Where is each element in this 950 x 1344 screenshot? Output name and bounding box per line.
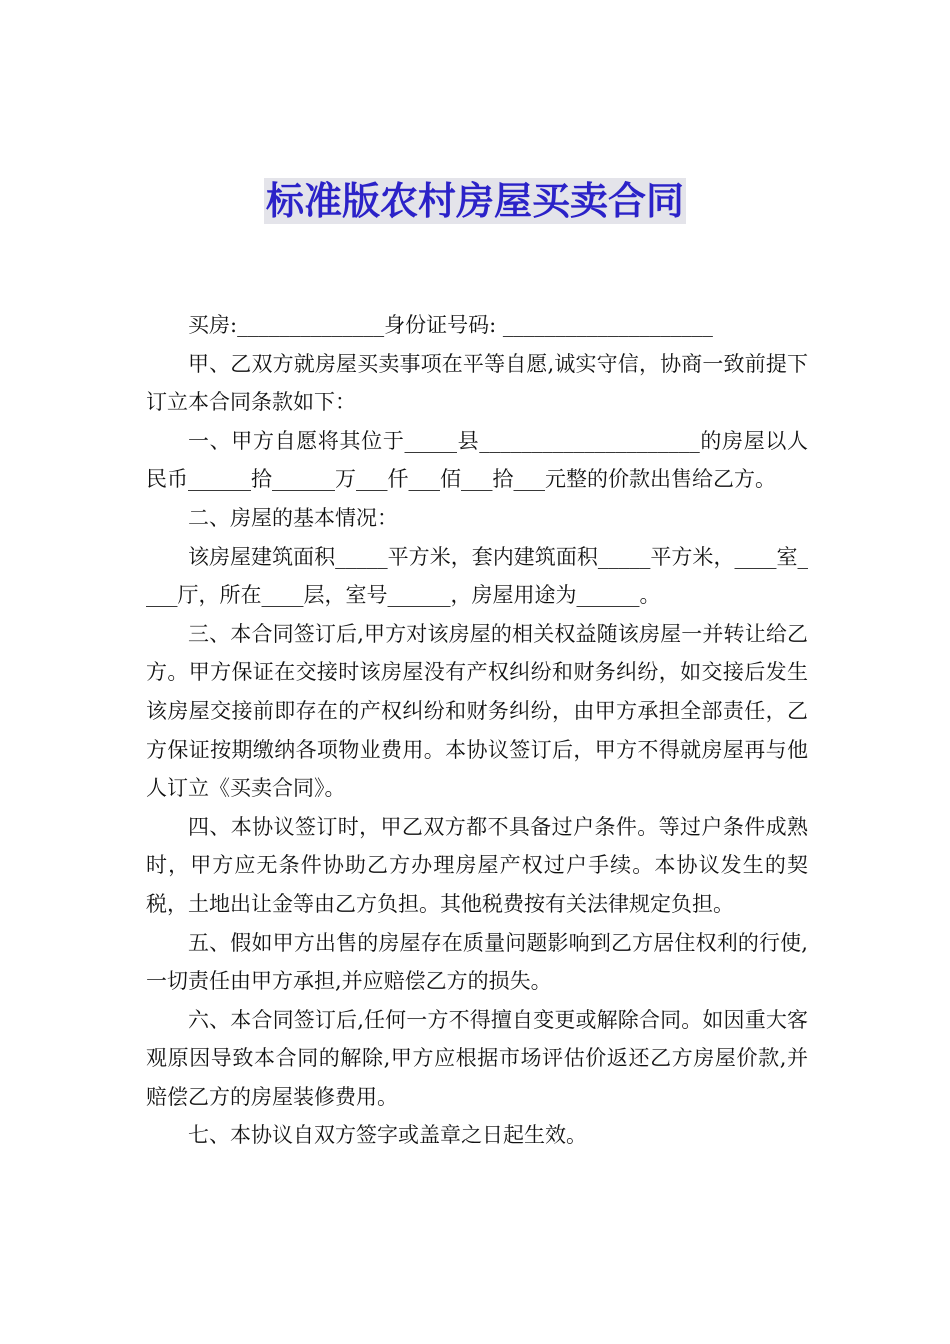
contract-body (146, 306, 808, 1155)
clause-7-paragraph: 七、本协议自双方签字或盖章之日起生效。 (188, 1123, 587, 1148)
clause-6-paragraph: 六、本合同签订后,任何一方不得擅自变更或解除合同。如因重大客观原因导致本合同的解除,甲方应根据市场评估价返还乙方房屋价款,并赔偿乙方的房屋装修费用。 (146, 1007, 808, 1109)
buyer-id-line: 买房:______________身份证号码: ____________________ (188, 313, 713, 337)
clause-3-paragraph: 三、本合同签订后,甲方对该房屋的相关权益随该房屋一并转让给乙方。甲方保证在交接时该房屋没有产权纠纷和财务纠纷，如交接后发生该房屋交接前即存在的产权纠纷和财务纠纷，由甲方承担全部责任，乙方保证按期缴纳各项物业费用。本协议签订后，甲方不得就房屋再与他人订立《买卖合同》。 (146, 621, 808, 801)
clause-5-paragraph: 五、假如甲方出售的房屋存在质量问题影响到乙方居住权利的行使,一切责任由甲方承担,并应赔偿乙方的损失。 (146, 930, 808, 994)
clause-4-paragraph: 四、本协议签订时，甲乙双方都不具备过户条件。等过户条件成熟时，甲方应无条件协助乙方办理房屋产权过户手续。本协议发生的契税，土地出让金等由乙方负担。其他税费按有关法律规定负担。 (146, 814, 808, 916)
title-container (0, 178, 950, 224)
preamble-paragraph: 甲、乙双方就房屋买卖事项在平等自愿,诚实守信，协商一致前提下订立本合同条款如下： (146, 351, 808, 415)
clause-2-heading: 二、房屋的基本情况： (188, 505, 398, 530)
clause-1-paragraph: 一、甲方自愿将其位于_____县_____________________的房屋以人民币______拾______万___仟___佰___拾___元整的价款出售给乙方。 (146, 428, 808, 492)
document-title: 标准版农村房屋买卖合同 (265, 179, 684, 223)
clause-2-details-paragraph: 该房屋建筑面积_____平方米，套内建筑面积_____平方米，____室____厅，所在____层，室号______，房屋用途为______。 (146, 544, 808, 608)
